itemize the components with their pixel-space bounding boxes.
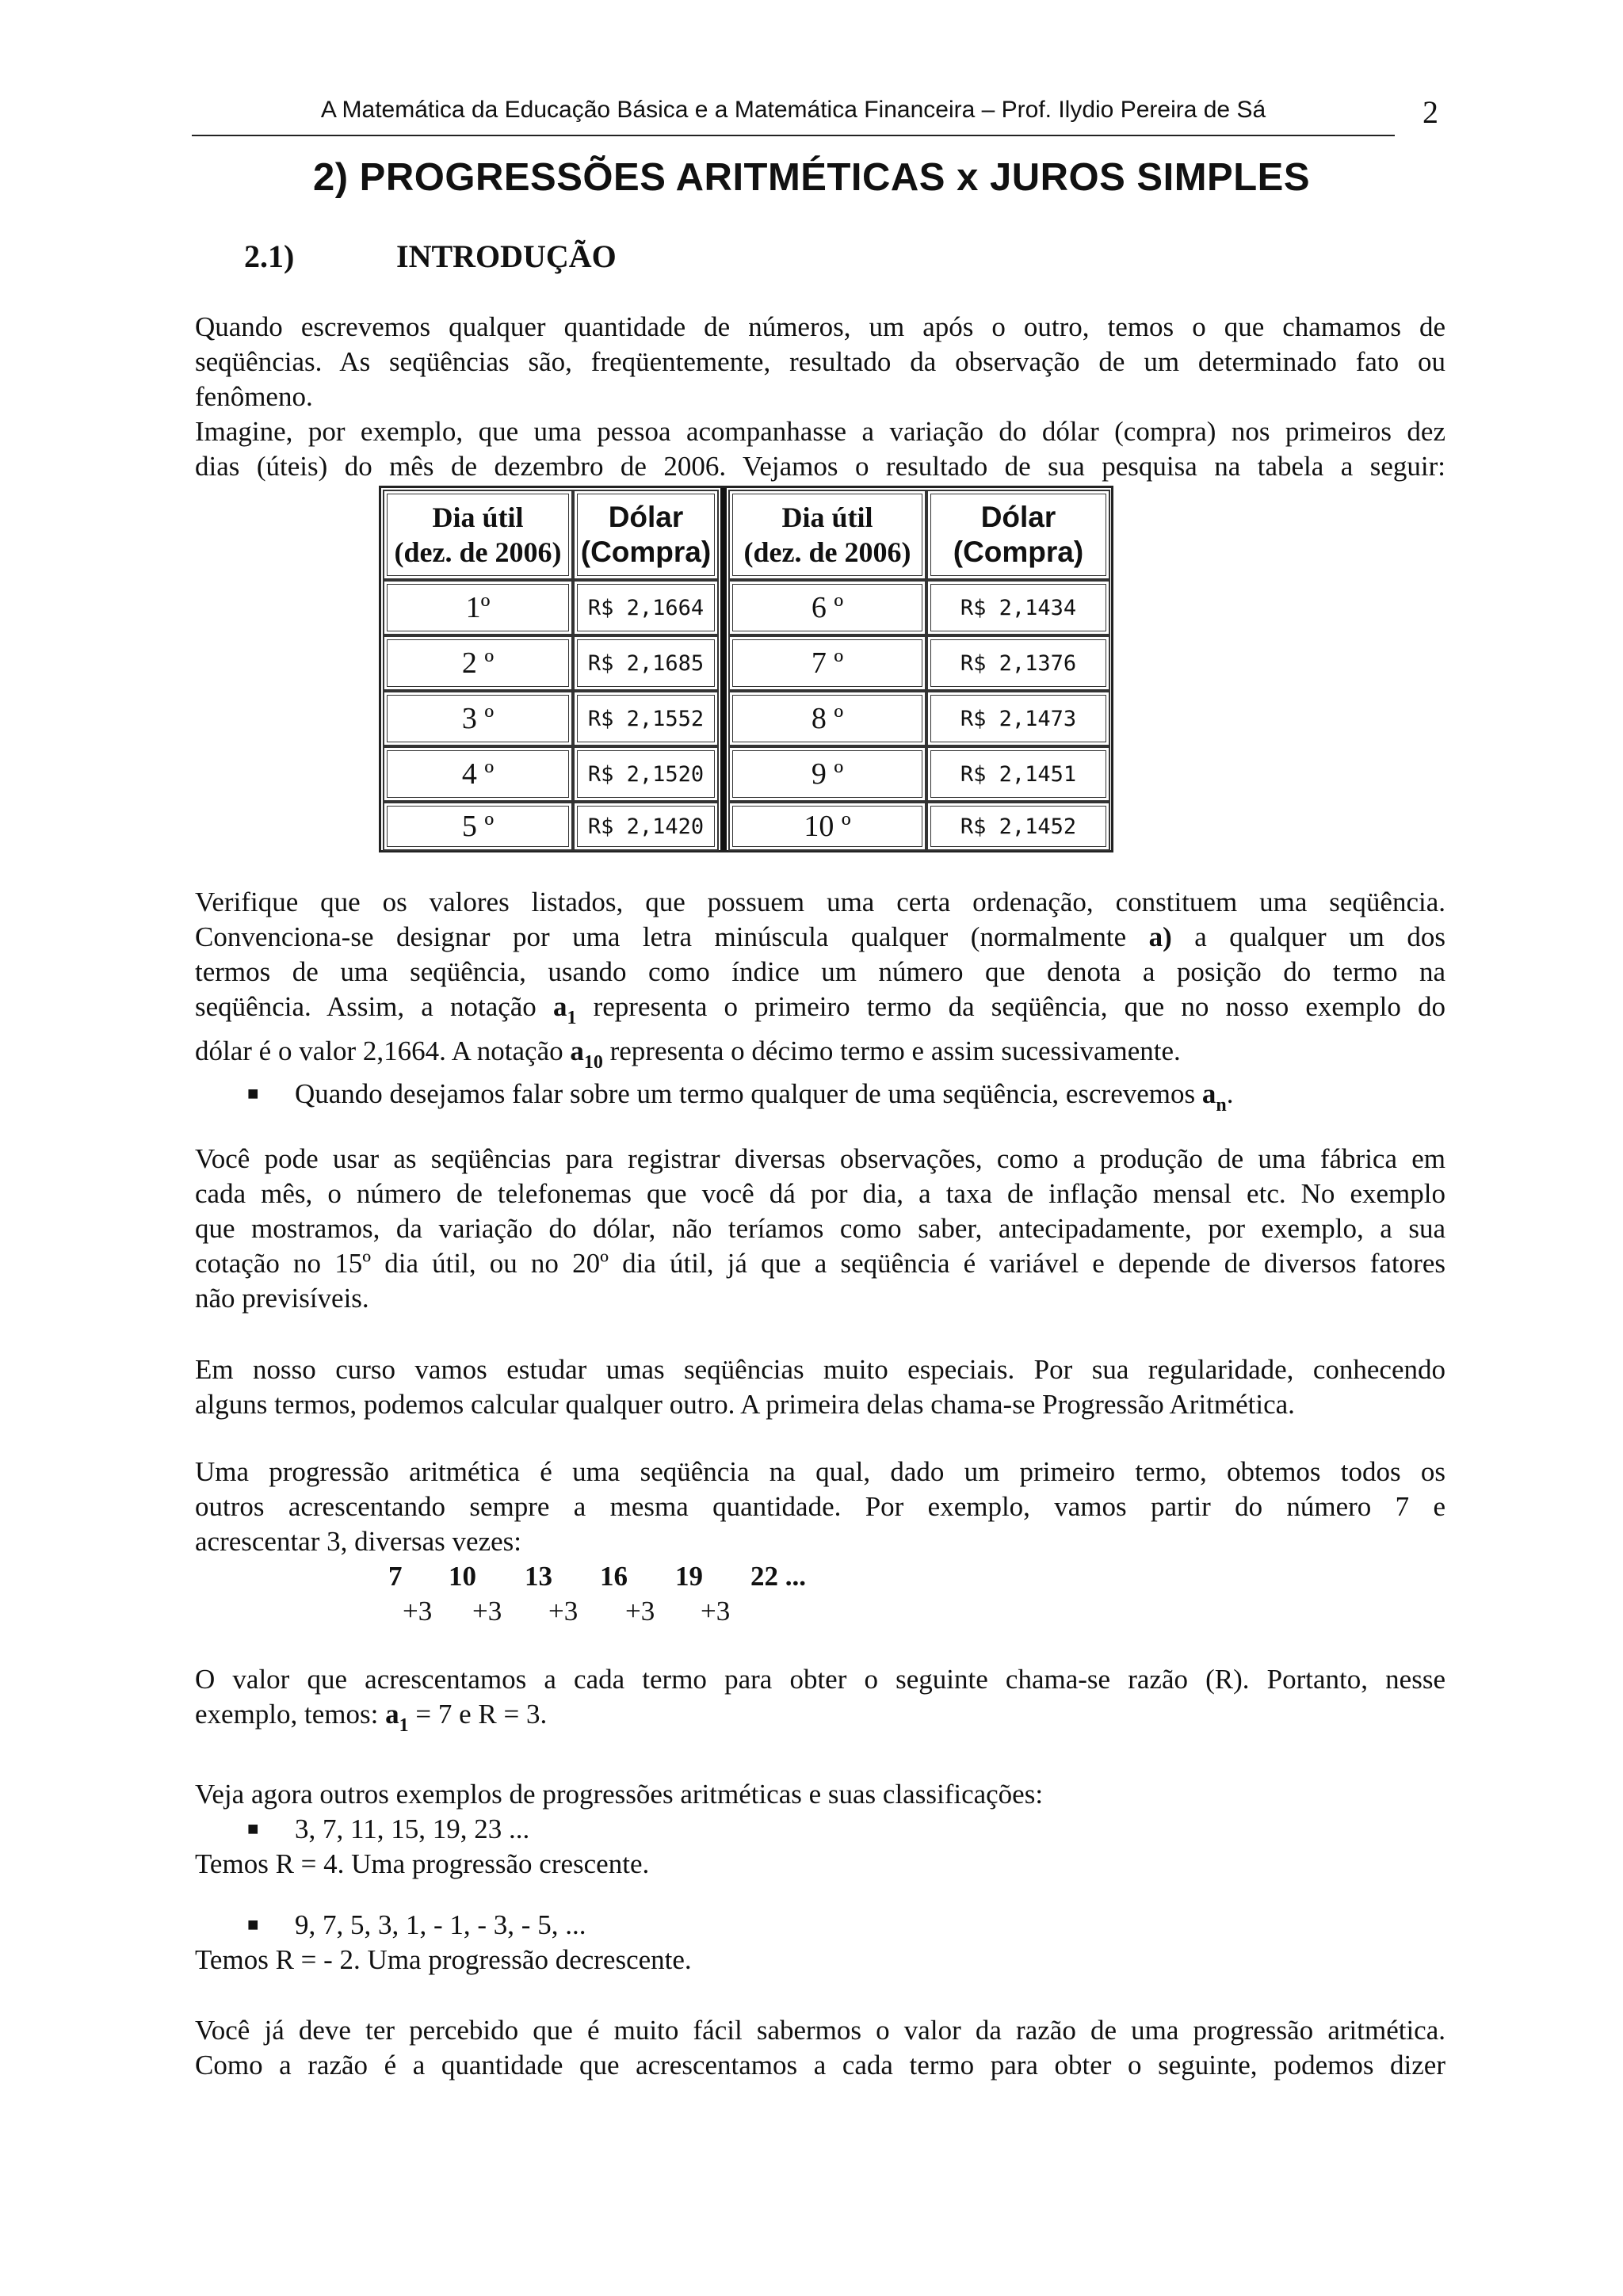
final-paragraph — [195, 2013, 1445, 2083]
bullet-text: 9, 7, 5, 3, 1, - 1, - 3, - 5, ... — [295, 1909, 586, 1940]
table-cell-value: R$ 2,1452 — [926, 802, 1110, 851]
definition-paragraph — [195, 1455, 1445, 1559]
bullet-square-icon: ■ — [247, 1819, 259, 1840]
math-variable: a — [570, 1035, 584, 1066]
bold-term: a) — [1148, 921, 1172, 952]
example-1-note: Temos R = 4. Uma progressão crescente. — [195, 1848, 650, 1879]
text-line: Uma progressão aritmética é uma seqüência na qual, dado um primeiro termo, obtemos todos os — [195, 1456, 1445, 1487]
sequence-term: 7 — [388, 1561, 403, 1592]
section-number: 2.1) — [244, 238, 295, 274]
math-subscript: 1 — [399, 1715, 409, 1736]
text-line: Você pode usar as seqüências para registrar diversas observações, como a produção de uma fábrica em — [195, 1143, 1445, 1174]
text-line: termos de uma seqüência, usando como índice um número que denota a posição do termo na — [195, 956, 1445, 987]
text-line: Em nosso curso vamos estudar umas seqüências muito especiais. Por sua regularidade, conhecendo — [195, 1354, 1445, 1385]
table-cell-day: 1º — [383, 580, 573, 635]
header-day-line-1: Dia útil — [432, 502, 524, 533]
table-cell-value: R$ 2,1685 — [573, 635, 719, 691]
text-fragment: a qualquer um dos — [1171, 921, 1446, 952]
text-line: acrescentar 3, diversas vezes: — [195, 1526, 522, 1557]
sequence-difference: +3 — [472, 1596, 502, 1627]
dollar-rate-table — [379, 486, 1113, 852]
text-line: alguns termos, podemos calcular qualquer outro. A primeira delas chama-se Progressão Aritmética. — [195, 1389, 1295, 1420]
table-cell-value: R$ 2,1552 — [573, 691, 719, 746]
sequence-term: 10 — [449, 1561, 476, 1592]
table-header-value-right — [926, 490, 1110, 580]
running-header — [192, 89, 1395, 136]
text-fragment: exemplo, temos: — [195, 1699, 386, 1730]
text-line: O valor que acrescentamos a cada termo para obter o seguinte chama-se razão (R). Portanto, nesse — [195, 1664, 1445, 1695]
table-cell-day: 7 º — [728, 635, 926, 691]
running-header-text: A Matemática da Educação Básica e a Matemática Financeira – Prof. Ilydio Pereira de Sá — [320, 97, 1266, 123]
math-variable: a — [552, 991, 567, 1022]
math-subscript: n — [1216, 1095, 1227, 1116]
page-number: 2 — [1423, 94, 1438, 130]
bullet-square-icon: ■ — [247, 1915, 259, 1936]
table-cell-day: 2 º — [383, 635, 573, 691]
text-line: que mostramos, da variação do dólar, não teríamos como saber, antecipadamente, por exemplo, a sua — [195, 1213, 1445, 1244]
sequence-difference: +3 — [701, 1596, 731, 1627]
sequence-term: 16 — [600, 1561, 628, 1592]
bullet-text — [295, 1077, 1234, 1116]
math-subscript: 10 — [583, 1052, 603, 1073]
table-cell-day: 4 º — [383, 746, 573, 802]
table-header-day-right — [728, 490, 926, 580]
table-cell-value: R$ 2,1451 — [926, 746, 1110, 802]
table-header-day-left — [383, 490, 573, 580]
text-line: Quando escrevemos qualquer quantidade de números, um após o outro, temos o que chamamos de — [195, 311, 1445, 342]
intro-paragraph-1 — [195, 310, 1445, 414]
table-cell-value: R$ 2,1420 — [573, 802, 719, 851]
bullet-square-icon: ■ — [247, 1084, 259, 1104]
ratio-paragraph — [195, 1662, 1445, 1697]
table-cell-day: 10 º — [728, 802, 926, 851]
table-cell-value: R$ 2,1520 — [573, 746, 719, 802]
text-line — [195, 920, 1445, 955]
table-cell-day: 3 º — [383, 691, 573, 746]
math-variable: a — [385, 1699, 399, 1730]
text-line: não previsíveis. — [195, 1283, 369, 1314]
observations-paragraph — [195, 1142, 1445, 1316]
text-line: Como a razão é a quantidade que acrescentamos a cada termo para obter o seguinte, podemos dizer — [195, 2050, 1445, 2081]
table-cell-day: 5 º — [383, 802, 573, 851]
text-fragment: representa o primeiro termo da seqüência, que no nosso exemplo do — [576, 991, 1445, 1022]
table-cell-value: R$ 2,1434 — [926, 580, 1110, 635]
math-variable: a — [1201, 1078, 1216, 1109]
sequence-term: 22 ... — [750, 1561, 806, 1592]
text-line — [195, 990, 1445, 1028]
sequence-difference: +3 — [625, 1596, 655, 1627]
text-line: seqüências. As seqüências são, freqüentemente, resultado da observação de um determinado fato ou — [195, 346, 1445, 377]
notation-paragraph — [195, 885, 1446, 1028]
text-fragment: representa o décimo termo e assim sucessivamente. — [602, 1035, 1181, 1066]
notation-line-5 — [195, 1034, 1445, 1073]
table-column-divider — [720, 488, 727, 850]
sequence-term: 19 — [675, 1561, 703, 1592]
examples-intro: Veja agora outros exemplos de progressões aritméticas e suas classificações: — [195, 1779, 1044, 1810]
text-fragment: . — [1226, 1078, 1234, 1109]
header-value-line-2: (Compra) — [953, 536, 1084, 568]
sequence-difference: +3 — [403, 1596, 433, 1627]
text-fragment: Convenciona-se designar por uma letra minúscula qualquer (normalmente — [195, 921, 1149, 952]
course-paragraph — [195, 1352, 1445, 1422]
header-value-line-1: Dólar — [608, 501, 684, 533]
example-2-note: Temos R = - 2. Uma progressão decrescente. — [195, 1944, 692, 1975]
text-line: fenômeno. — [195, 381, 313, 412]
text-line: cotação no 15º dia útil, ou no 20º dia útil, já que a seqüência é variável e depende de diversos fatores — [195, 1248, 1445, 1279]
text-fragment: dólar é o valor 2,1664. A notação — [195, 1035, 571, 1066]
header-day-line-2: (dez. de 2006) — [743, 536, 911, 568]
sequence-term: 13 — [525, 1561, 552, 1592]
header-value-line-1: Dólar — [980, 501, 1056, 533]
text-fragment: = 7 e R = 3. — [408, 1699, 548, 1730]
table-cell-day: 8 º — [728, 691, 926, 746]
table-cell-value: R$ 2,1376 — [926, 635, 1110, 691]
text-line: Imagine, por exemplo, que uma pessoa acompanhasse a variação do dólar (compra) nos primeiros dez — [195, 416, 1445, 447]
header-value-line-2: (Compra) — [580, 536, 712, 568]
text-line: Verifique que os valores listados, que possuem uma certa ordenação, constituem uma seqüência. — [195, 887, 1445, 917]
table-cell-day: 9 º — [728, 746, 926, 802]
table-cell-value: R$ 2,1473 — [926, 691, 1110, 746]
text-line: dias (úteis) do mês de dezembro de 2006. Vejamos o resultado de sua pesquisa na tabela a seguir: — [195, 451, 1445, 482]
sequence-difference: +3 — [548, 1596, 579, 1627]
text-fragment: seqüência. Assim, a notação — [195, 991, 553, 1022]
text-fragment: Quando desejamos falar sobre um termo qualquer de uma seqüência, escrevemos — [295, 1078, 1202, 1109]
text-line: outros acrescentando sempre a mesma quantidade. Por exemplo, vamos partir do número 7 e — [195, 1491, 1445, 1522]
table-cell-value: R$ 2,1664 — [573, 580, 719, 635]
chapter-title: 2) PROGRESSÕES ARITMÉTICAS x JUROS SIMPLES — [312, 156, 1310, 199]
header-day-line-2: (dez. de 2006) — [394, 536, 562, 568]
bullet-text: 3, 7, 11, 15, 19, 23 ... — [295, 1814, 530, 1844]
header-day-line-1: Dia útil — [781, 502, 873, 533]
text-line: cada mês, o número de telefonemas que você dá por dia, a taxa de inflação mensal etc. No exemplo — [195, 1178, 1445, 1209]
ratio-line-2 — [195, 1697, 1445, 1736]
table-cell-day: 6 º — [728, 580, 926, 635]
text-line: Você já deve ter percebido que é muito fácil sabermos o valor da razão de uma progressão aritmética. — [195, 2015, 1445, 2046]
math-subscript: 1 — [567, 1008, 577, 1028]
intro-paragraph-2 — [195, 414, 1445, 484]
table-header-value-left — [573, 490, 719, 580]
section-title: INTRODUÇÃO — [396, 238, 617, 274]
